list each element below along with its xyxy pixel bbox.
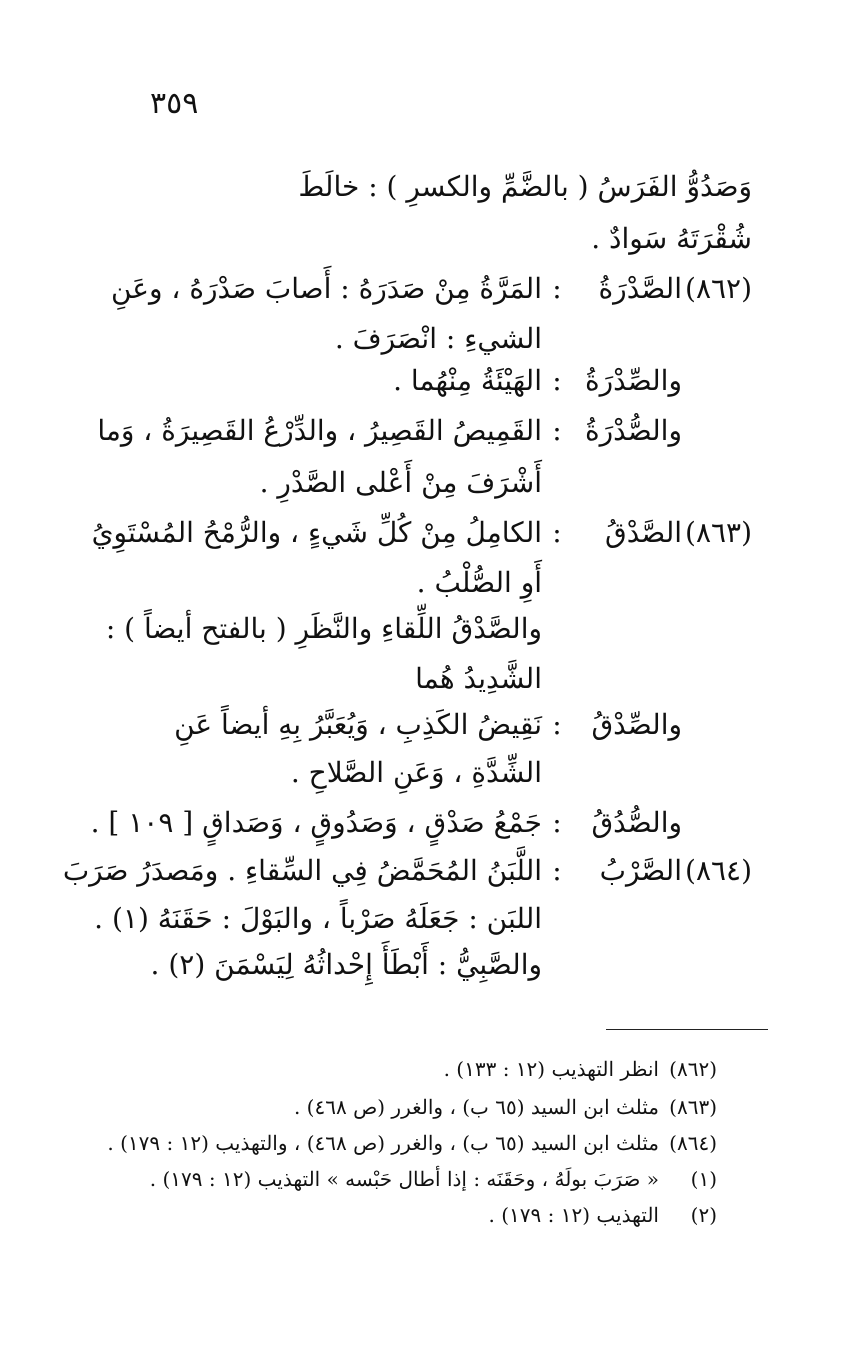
text-line xyxy=(62,846,752,896)
separator-colon: : xyxy=(552,516,562,549)
definition-text: نَقِيضُ الكَذِبِ ، وَيُعَبَّرُ بِهِ أيضاً عَنِ xyxy=(174,708,542,741)
separator-colon: : xyxy=(552,708,562,741)
separator-colon: : xyxy=(552,854,562,887)
text-line xyxy=(92,406,752,456)
text-line xyxy=(92,508,752,558)
page-number: ٣٥٩ xyxy=(150,86,199,121)
footnote-number: (٨٦٢) xyxy=(669,1057,717,1081)
footnote-text: مثلث ابن السيد (٦٥ ب) ، والغرر (ص ٤٦٨) ، والتهذيب (١٢ : ١٧٩) . xyxy=(107,1131,659,1155)
footnote xyxy=(77,1090,717,1124)
text-line xyxy=(92,894,752,944)
footnote-text: مثلث ابن السيد (٦٥ ب) ، والغرر (ص ٤٦٨) . xyxy=(293,1095,659,1119)
definition-text: اللبَن : جَعَلَهُ صَرْباً ، والبَوْلَ : حَقَنَهُ (١) . xyxy=(94,902,542,935)
definition-text: القَمِيصُ القَصِيرُ ، والدِّرْعُ القَصِيرَةُ ، وَما xyxy=(97,414,542,447)
definition-text: وَصَدُوُّ الفَرَسُ ( بالضَّمِّ والكسرِ ) : خالَطَ xyxy=(298,170,752,203)
footnote-text: التهذيب (١٢ : ١٧٩) . xyxy=(488,1203,659,1227)
separator-colon: : xyxy=(552,272,562,305)
text-line xyxy=(92,214,752,264)
footnote xyxy=(77,1126,717,1160)
text-line xyxy=(92,558,752,608)
text-line xyxy=(92,458,752,508)
headword: والصِّدْقُ xyxy=(591,708,682,741)
footnote-number: (٢) xyxy=(690,1203,717,1227)
definition-text: والصَّبِيُّ : أَبْطَأَ إِحْداثُهُ لِيَسْمَنَ (٢) . xyxy=(150,948,542,981)
footnote-number: (١) xyxy=(690,1167,717,1191)
text-line xyxy=(92,654,752,704)
text-line xyxy=(92,798,752,848)
definition-text: أَوِ الصُّلْبُ . xyxy=(416,566,542,599)
footnote-number: (٨٦٤) xyxy=(669,1131,717,1155)
entry-number: (٨٦٢) xyxy=(685,272,752,305)
definition-text: شُقْرَتَهُ سَوادٌ . xyxy=(591,222,752,255)
headword: الصَّرْبُ xyxy=(599,854,682,887)
headword: والصُّدْرَةُ xyxy=(584,414,682,447)
definition-text: المَرَّةُ مِنْ صَدَرَهُ : أَصابَ صَدْرَهُ ، وعَنِ xyxy=(110,272,542,305)
definition-text: الشَّدِيدُ هُما xyxy=(415,662,542,695)
separator-colon: : xyxy=(552,364,562,397)
text-line xyxy=(92,748,752,798)
footnote-text: « صَرَبَ بولَهُ ، وحَقَنَه : إذا أطال حَبْسه » التهذيب (١٢ : ١٧٩) . xyxy=(149,1167,659,1191)
definition-text: جَمْعُ صَدْقٍ ، وَصَدُوقٍ ، وَصَداقٍ [ ١٠٩ ] . xyxy=(90,806,542,839)
text-line xyxy=(92,162,752,212)
separator-colon: : xyxy=(552,806,562,839)
definition-text: الكامِلُ مِنْ كُلِّ شَيءٍ ، والرُّمْحُ المُسْتَوِيُ xyxy=(91,516,542,549)
text-line xyxy=(92,356,752,406)
footnote xyxy=(77,1052,717,1086)
text-line xyxy=(92,700,752,750)
definition-text: اللَّبَنُ المُحَمَّضُ فِي السِّقاءِ . ومَصدَرُ صَرَبَ xyxy=(62,854,542,887)
footnote-separator xyxy=(606,1029,768,1030)
footnote-text: انظر التهذيب (١٢ : ١٣٣) . xyxy=(443,1057,659,1081)
headword: والصُّدُقُ xyxy=(591,806,682,839)
separator-colon: : xyxy=(552,414,562,447)
footnote xyxy=(77,1198,717,1232)
headword: والصِّدْرَةُ xyxy=(584,364,682,397)
headword: الصَّدْرَةُ xyxy=(598,272,682,305)
entry-number: (٨٦٣) xyxy=(685,516,752,549)
definition-text: والصَّدْقُ اللِّقاءِ والنَّظَرِ ( بالفتح أيضاً ) : xyxy=(105,612,542,645)
definition-text: الهَيْئَةُ مِنْهُما . xyxy=(393,364,542,397)
text-line xyxy=(92,264,752,314)
footnote xyxy=(77,1162,717,1196)
definition-text: الشِّدَّةِ ، وَعَنِ الصَّلاحِ . xyxy=(290,756,542,789)
text-line xyxy=(92,940,752,990)
text-line xyxy=(92,604,752,654)
headword: الصَّدْقُ xyxy=(604,516,682,549)
definition-text: أَشْرَفَ مِنْ أَعْلى الصَّدْرِ . xyxy=(259,466,542,499)
entry-number: (٨٦٤) xyxy=(685,854,752,887)
footnote-number: (٨٦٣) xyxy=(669,1095,717,1119)
definition-text: الشيءِ : انْصَرَفَ . xyxy=(334,322,542,355)
